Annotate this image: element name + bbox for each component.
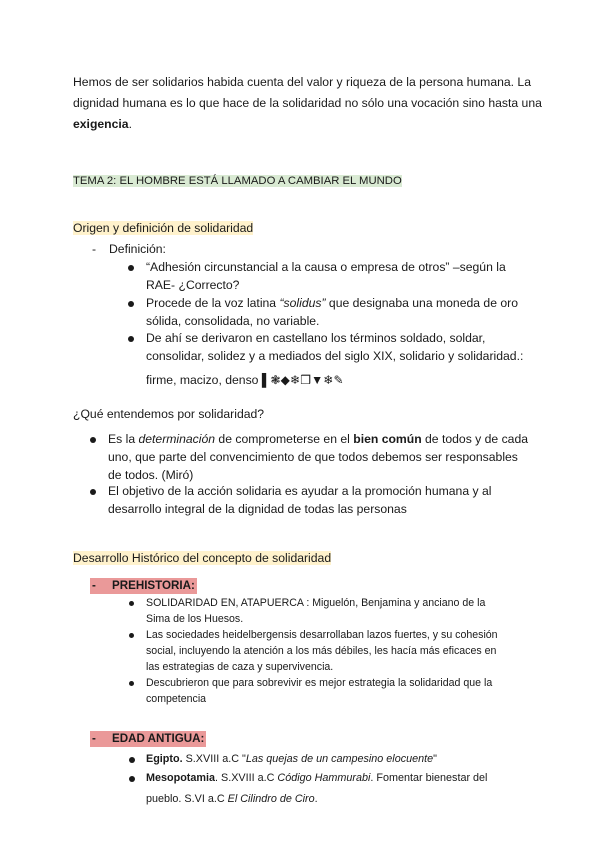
prehistoria-bullet-2-line1: Las sociedades heidelbergensis desarrollaban lazos fuertes, y su cohesión xyxy=(146,629,498,641)
origen-bullet-3-line3: firme, macizo, denso ▌❃◆❄❒▼❄✎ xyxy=(146,373,344,387)
egipto-italic: Las quejas de un campesino elocuente xyxy=(245,753,434,765)
origen-bullet-2-line1 xyxy=(146,294,518,312)
entendemos-bullet-1-line2: uno, que parte del convencimiento de que todos debemos ser responsables xyxy=(108,450,518,464)
mesopotamia-text-a: . S.XVIII a.C xyxy=(215,772,278,784)
prehistoria-dash: - xyxy=(92,579,96,592)
prehistoria-bullet-1 xyxy=(146,595,485,627)
bullet-icon xyxy=(90,437,96,443)
origen-bullet-1-line1: “Adhesión circunstancial a la causa o empresa de otros” –según la xyxy=(146,260,506,274)
intro-text-end: . xyxy=(128,117,132,131)
bullet-icon xyxy=(129,757,135,763)
dash-marker: - xyxy=(92,242,97,256)
egipto-text-a: S.XVIII a.C " xyxy=(182,753,246,765)
origen-heading-text: Origen y definición de solidaridad xyxy=(73,221,254,235)
antigua-label: EDAD ANTIGUA: xyxy=(112,732,205,745)
entendemos-bullet-1-line1 xyxy=(108,430,528,448)
prehistoria-bullet-2-line3: las estrategias de caza y supervivencia. xyxy=(146,661,334,673)
mesopotamia-text-b: . Fomentar bienestar del xyxy=(370,772,488,784)
bullet-icon xyxy=(128,301,134,307)
origen-bullet-2-text-a: Procede de la voz latina xyxy=(146,296,280,310)
prehistoria-bullet-3-line2: competencia xyxy=(146,693,207,705)
bullet-icon xyxy=(128,336,134,342)
egipto-bold: Egipto. xyxy=(146,753,183,765)
entendemos-text-c: de todos y de cada xyxy=(421,432,529,446)
origen-bullet-3-line2: consolidar, solidez y a mediados del siglo XIX, solidario y solidaridad.: xyxy=(146,349,524,363)
desarrollo-heading xyxy=(73,550,331,566)
entendemos-bullet-2-line2: desarrollo integral de la dignidad de todas las personas xyxy=(108,502,407,516)
antigua-bullet-1 xyxy=(146,750,437,768)
origen-bullet-2-italic: “solidus” xyxy=(279,296,326,310)
mesopotamia-line2-italic: El Cilindro de Ciro xyxy=(227,793,315,805)
bullet-icon xyxy=(129,633,134,638)
entendemos-text-a: Es la xyxy=(108,432,139,446)
prehistoria-bullet-1-line1: SOLIDARIDAD EN, ATAPUERCA : Miguelón, Benjamina y anciano de la xyxy=(146,597,486,609)
tema-heading xyxy=(73,174,402,189)
tema-heading-text: TEMA 2: EL HOMBRE ESTÁ LLAMADO A CAMBIAR EL MUNDO xyxy=(73,175,402,187)
origen-bullet-3-line1: De ahí se derivaron en castellano los términos soldado, soldar, xyxy=(146,331,486,345)
entendemos-bullet-1 xyxy=(108,430,528,484)
desarrollo-heading-text: Desarrollo Histórico del concepto de solidaridad xyxy=(73,551,332,565)
mesopotamia-line1 xyxy=(146,769,487,787)
egipto-text-b: " xyxy=(433,753,437,765)
prehistoria-bullet-1-line2: Sima de los Huesos. xyxy=(146,613,244,625)
origen-bullet-2-text-b: que designaba una moneda de oro xyxy=(325,296,518,310)
origen-bullet-1 xyxy=(146,258,506,294)
entendemos-bullet-2-line1: El objetivo de la acción solidaria es ayudar a la promoción humana y al xyxy=(108,484,492,498)
mesopotamia-line2 xyxy=(146,790,487,808)
origen-bullet-2 xyxy=(146,294,518,330)
mesopotamia-italic: Código Hammurabi xyxy=(277,772,371,784)
intro-paragraph xyxy=(73,72,543,135)
antigua-dash: - xyxy=(92,732,96,745)
origen-bullet-1-line2: RAE- ¿Correcto? xyxy=(146,278,240,292)
prehistoria-bullet-3-line1: Descubrieron que para sobrevivir es mejor estrategia la solidaridad que la xyxy=(146,677,493,689)
prehistoria-bullet-3 xyxy=(146,675,492,707)
prehistoria-heading xyxy=(90,578,197,594)
definicion-label: Definición: xyxy=(109,242,166,256)
entendemos-bullet-2 xyxy=(108,482,491,518)
origen-bullet-2-line2: sólida, consolidada, no variable. xyxy=(146,314,320,328)
mesopotamia-bold: Mesopotamia xyxy=(146,772,215,784)
origen-heading xyxy=(73,220,253,236)
entendemos-text-b: de comprometerse en el xyxy=(215,432,354,446)
intro-text: Hemos de ser solidarios habida cuenta del valor y riqueza de la persona humana. La dignidad humana es lo que hace de la solidaridad no sólo una vocación sino hasta una xyxy=(73,75,542,110)
origen-bullet-3 xyxy=(146,329,523,389)
mesopotamia-line2-b: . xyxy=(314,793,318,805)
prehistoria-label: PREHISTORIA: xyxy=(112,579,195,592)
bullet-icon xyxy=(129,681,134,686)
mesopotamia-line2-a: pueblo. S.VI a.C xyxy=(146,793,228,805)
prehistoria-bullet-2-line2: social, incluyendo la atención a los más débiles, les hacía más eficaces en xyxy=(146,645,497,657)
entendemos-bullet-1-line3: de todos. (Miró) xyxy=(108,468,194,482)
entendemos-italic: determinación xyxy=(138,432,216,446)
bullet-icon xyxy=(90,489,96,495)
prehistoria-bullet-2 xyxy=(146,627,498,675)
antigua-bullet-2 xyxy=(146,769,487,808)
que-entendemos-heading: ¿Qué entendemos por solidaridad? xyxy=(73,407,265,421)
bullet-icon xyxy=(129,601,134,606)
bullet-icon xyxy=(129,776,135,782)
entendemos-bold: bien común xyxy=(353,432,422,446)
bullet-icon xyxy=(128,265,134,271)
intro-bold-word: exigencia xyxy=(73,117,129,131)
edad-antigua-heading xyxy=(90,731,206,747)
